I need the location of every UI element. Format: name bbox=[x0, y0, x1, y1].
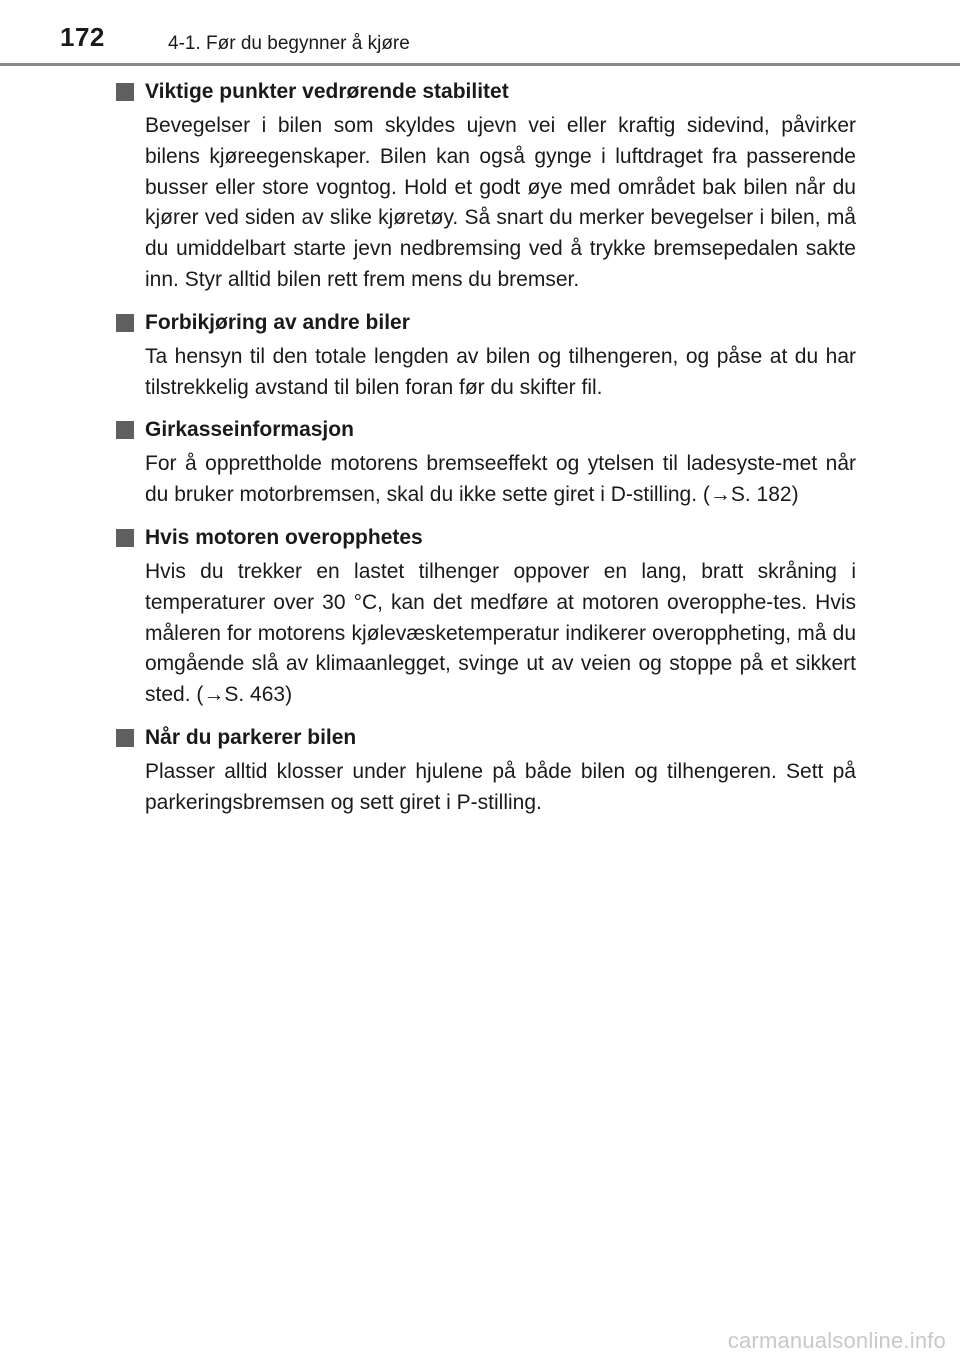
section-heading bbox=[110, 723, 856, 753]
square-bullet-icon bbox=[116, 529, 134, 547]
square-bullet-icon bbox=[116, 83, 134, 101]
section-overheating bbox=[110, 523, 856, 711]
section-heading-text: Viktige punkter vedrørende stabilitet bbox=[145, 80, 509, 103]
section-heading-text: Girkasseinformasjon bbox=[145, 418, 354, 442]
section-heading-text: Når du parkerer bilen bbox=[145, 725, 357, 749]
watermark: carmanualsonline.info bbox=[727, 1328, 946, 1353]
section-heading-text: Forbikjøring av andre biler bbox=[145, 310, 410, 334]
section-body: Hvis du trekker en lastet tilhenger oppover en lang, bratt skråning i temperaturer over 30 °C, kan det medføre at motoren overopphe-tes. Hvis måleren for motorens kjølevæsketemperatur indikerer overoppheting, må du omgående slå av klimaanlegget, svinge ut av veien og stoppe på et sikkert sted. (→S. 463) bbox=[145, 559, 856, 707]
section-overtaking bbox=[110, 308, 856, 404]
section-transmission bbox=[110, 415, 856, 511]
section-heading-text: Hvis motoren overopphetes bbox=[145, 525, 423, 549]
section-body: Bevegelser i bilen som skyldes ujevn vei eller kraftig sidevind, påvirker bilens kjøreegenskaper. Bilen kan også gynge i luftdraget fra passerende busser eller store vogntog. Hold et godt øye med området bak bilen når du kjører ved siden av slike kjøretøy. Så snart du merker bevegelser i bilen, må du umiddelbart starte jevn nedbremsing ved å trykke bremsepedalen sakte inn. Styr alltid bilen rett frem mens du bremser. bbox=[145, 114, 856, 291]
page-header bbox=[0, 0, 960, 64]
square-bullet-icon bbox=[116, 314, 134, 332]
section-body: For å opprettholde motorens bremseeffekt og ytelsen til ladesyste-met når du bruker motorbremsen, skal du ikke sette giret i D-stilling. (→S. 182) bbox=[145, 452, 856, 507]
section-heading bbox=[110, 308, 856, 338]
page-number: 172 bbox=[60, 22, 105, 52]
square-bullet-icon bbox=[116, 421, 134, 439]
section-heading bbox=[110, 523, 856, 553]
square-bullet-icon bbox=[116, 729, 134, 747]
section-body: Ta hensyn til den totale lengden av bilen og tilhengeren, og påse at du har tilstrekkelig avstand til bilen foran før du skifter fil. bbox=[145, 344, 856, 399]
header-divider bbox=[0, 63, 960, 66]
section-body: Plasser alltid klosser under hjulene på både bilen og tilhengeren. Sett på parkeringsbremsen og sett giret i P-stilling. bbox=[145, 759, 856, 814]
page-content bbox=[110, 77, 856, 831]
section-title: 4-1. Før du begynner å kjøre bbox=[168, 33, 410, 54]
section-parking bbox=[110, 723, 856, 819]
section-stability bbox=[110, 77, 856, 296]
section-heading bbox=[110, 415, 856, 445]
section-heading bbox=[110, 77, 856, 107]
